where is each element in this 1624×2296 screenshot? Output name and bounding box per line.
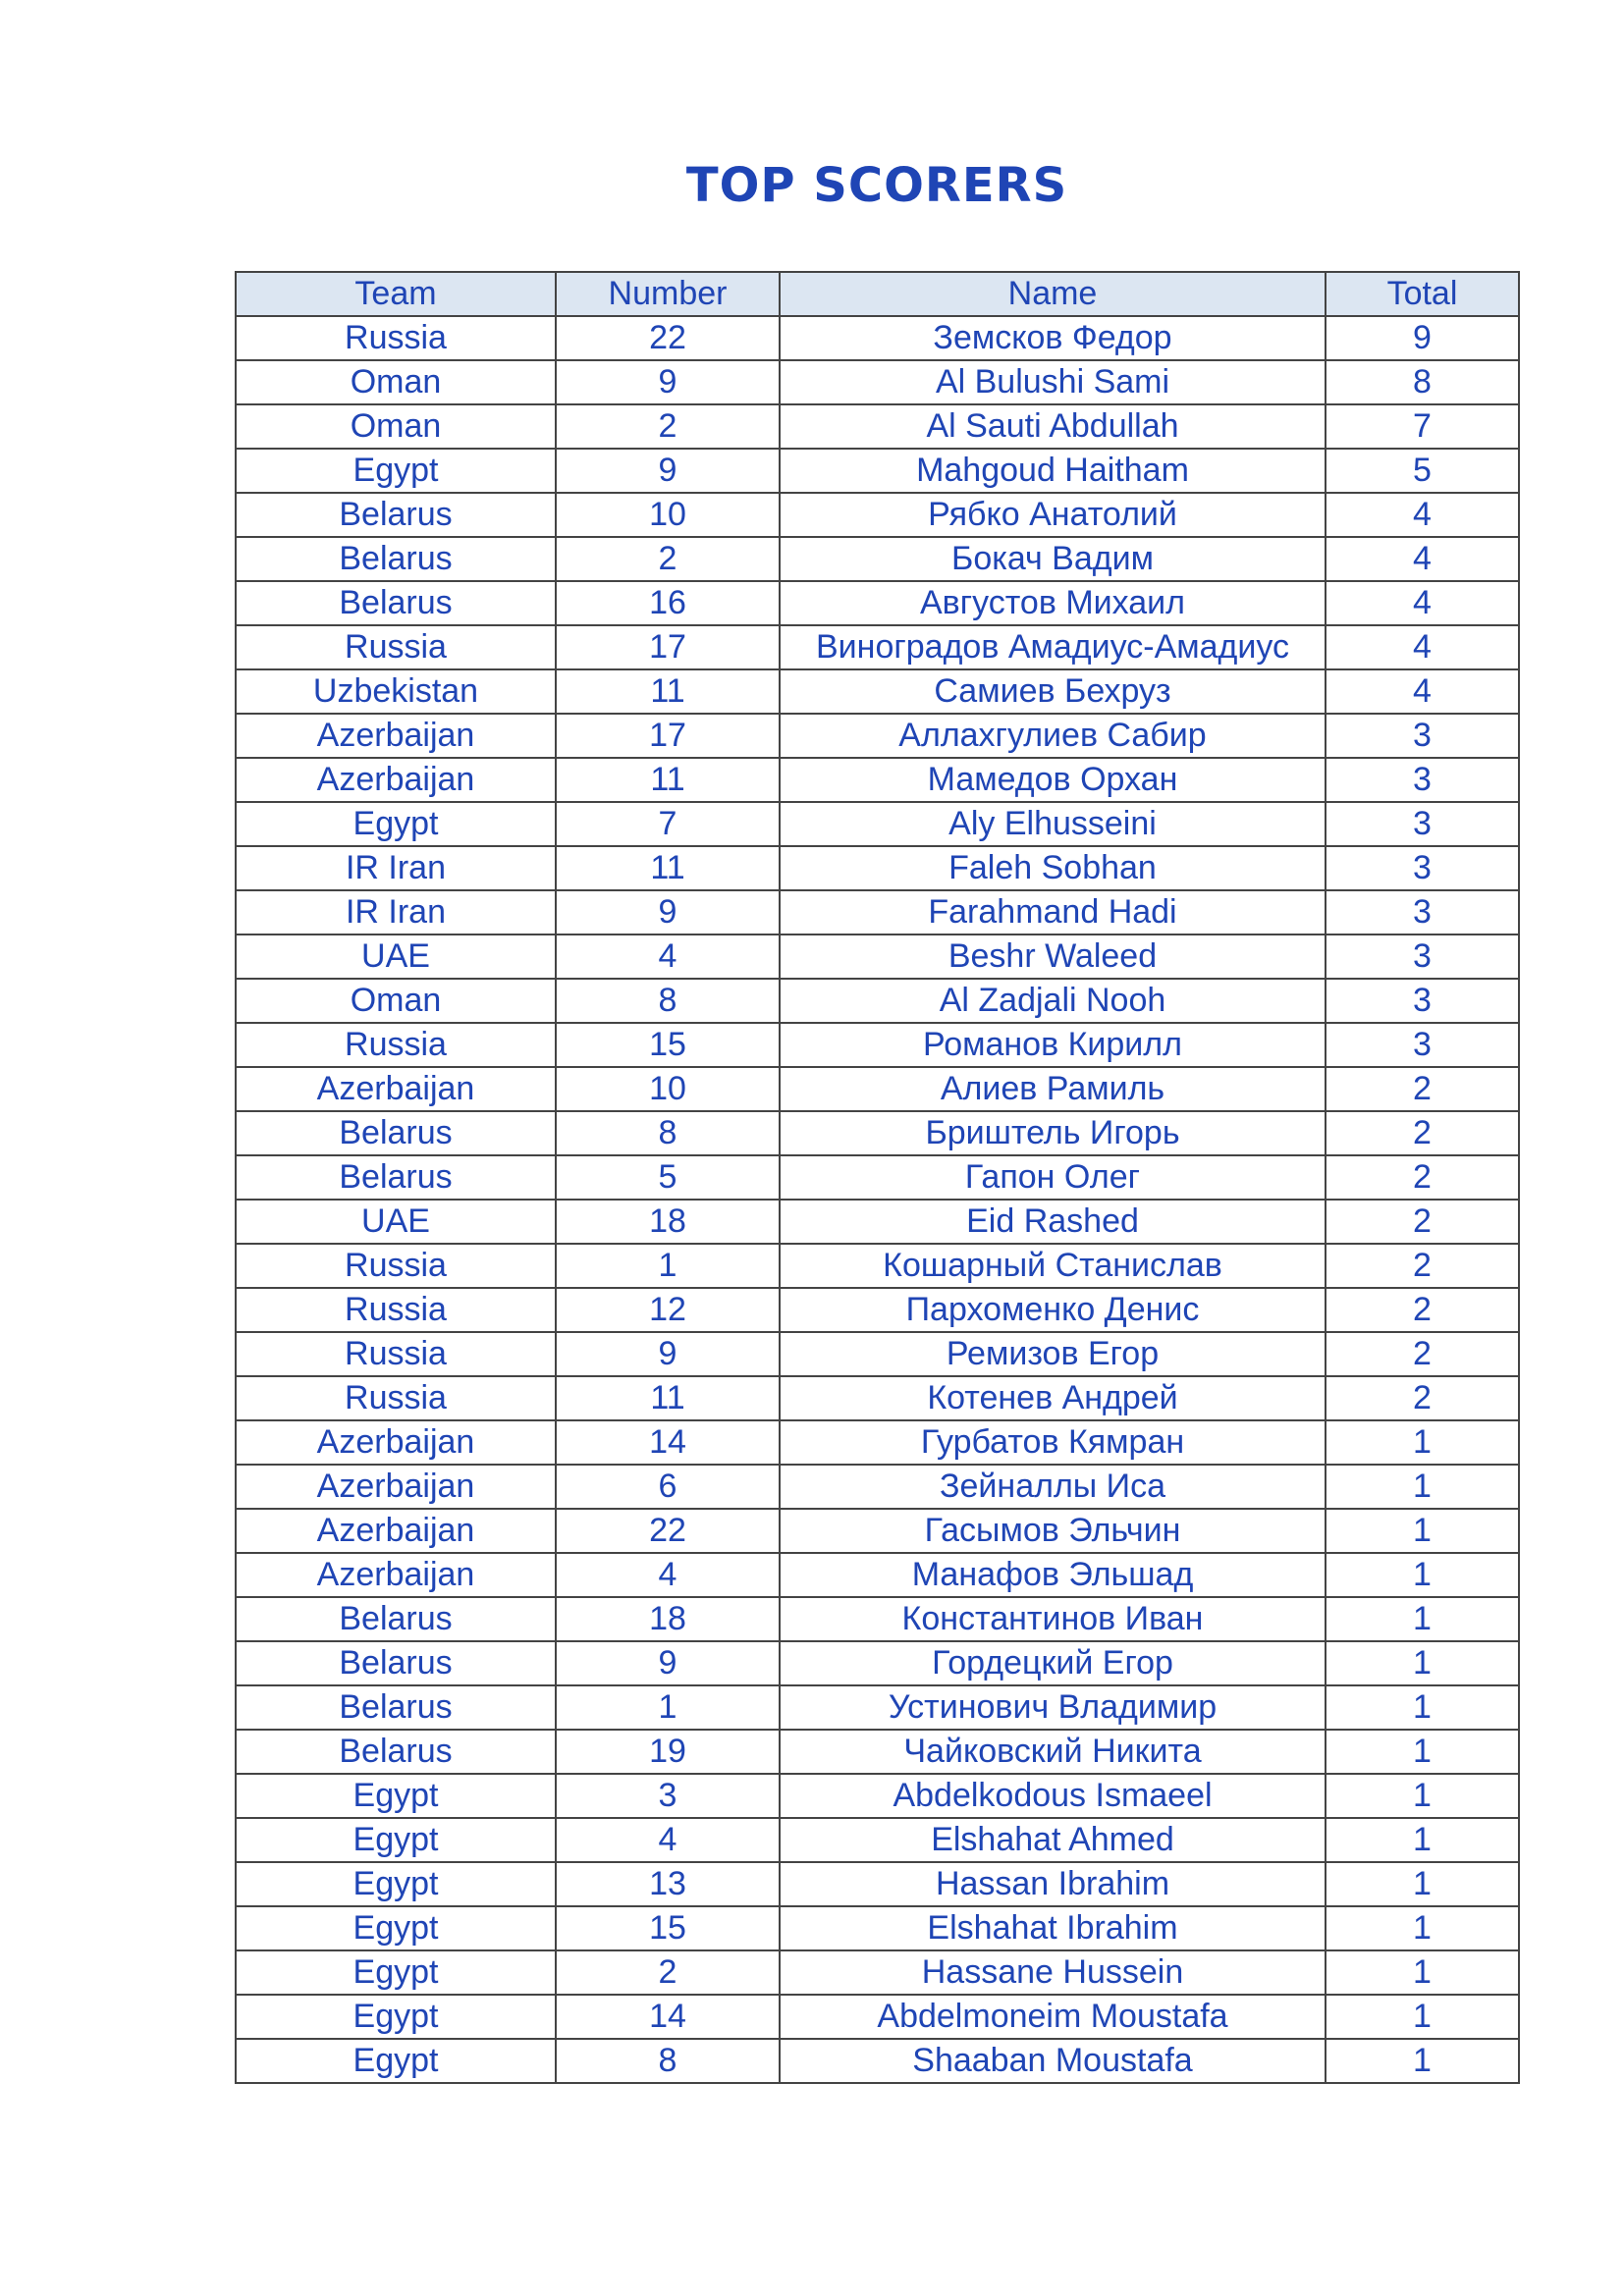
team-cell: Oman <box>236 404 556 449</box>
total-goals-cell: 1 <box>1326 1509 1519 1553</box>
player-name-cell: Августов Михаил <box>780 581 1326 625</box>
table-row <box>236 581 1519 625</box>
table-row <box>236 890 1519 934</box>
total-goals-cell: 9 <box>1326 316 1519 360</box>
team-cell: Russia <box>236 316 556 360</box>
team-cell: Russia <box>236 1288 556 1332</box>
team-cell: Egypt <box>236 1862 556 1906</box>
table-row <box>236 758 1519 802</box>
total-goals-cell: 1 <box>1326 1950 1519 1995</box>
number-cell: 5 <box>556 1155 780 1200</box>
player-name-cell: Al Sauti Abdullah <box>780 404 1326 449</box>
table-row <box>236 1111 1519 1155</box>
number-cell: 8 <box>556 1111 780 1155</box>
column-header-number: Number <box>556 272 780 316</box>
team-cell: Belarus <box>236 581 556 625</box>
player-name-cell: Самиев Бехруз <box>780 669 1326 714</box>
number-cell: 9 <box>556 449 780 493</box>
table-row <box>236 1376 1519 1420</box>
player-name-cell: Aly Elhusseini <box>780 802 1326 846</box>
player-name-cell: Abdelkodous Ismaeel <box>780 1774 1326 1818</box>
player-name-cell: Hassan Ibrahim <box>780 1862 1326 1906</box>
total-goals-cell: 1 <box>1326 1774 1519 1818</box>
table-row <box>236 1774 1519 1818</box>
total-goals-cell: 2 <box>1326 1155 1519 1200</box>
team-cell: Egypt <box>236 1774 556 1818</box>
total-goals-cell: 1 <box>1326 1862 1519 1906</box>
team-cell: Belarus <box>236 1111 556 1155</box>
player-name-cell: Beshr Waleed <box>780 934 1326 979</box>
number-cell: 14 <box>556 1995 780 2039</box>
header-row <box>236 272 1519 316</box>
table-header <box>236 272 1519 316</box>
total-goals-cell: 2 <box>1326 1067 1519 1111</box>
column-header-team: Team <box>236 272 556 316</box>
table-row <box>236 1818 1519 1862</box>
number-cell: 1 <box>556 1244 780 1288</box>
table-row <box>236 714 1519 758</box>
number-cell: 11 <box>556 758 780 802</box>
team-cell: Egypt <box>236 1818 556 1862</box>
player-name-cell: Манафов Эльшад <box>780 1553 1326 1597</box>
player-name-cell: Рябко Анатолий <box>780 493 1326 537</box>
team-cell: Azerbaijan <box>236 1067 556 1111</box>
table-row <box>236 2039 1519 2083</box>
table-row <box>236 1023 1519 1067</box>
number-cell: 9 <box>556 890 780 934</box>
total-goals-cell: 1 <box>1326 2039 1519 2083</box>
total-goals-cell: 2 <box>1326 1111 1519 1155</box>
number-cell: 10 <box>556 1067 780 1111</box>
total-goals-cell: 1 <box>1326 1730 1519 1774</box>
team-cell: Egypt <box>236 2039 556 2083</box>
table-row <box>236 1200 1519 1244</box>
player-name-cell: Elshahat Ahmed <box>780 1818 1326 1862</box>
table-row <box>236 1995 1519 2039</box>
page-title: TOP SCORERS <box>685 158 1068 213</box>
number-cell: 3 <box>556 1774 780 1818</box>
team-cell: Azerbaijan <box>236 1465 556 1509</box>
total-goals-cell: 3 <box>1326 802 1519 846</box>
table-row <box>236 1465 1519 1509</box>
player-name-cell: Al Zadjali Nooh <box>780 979 1326 1023</box>
player-name-cell: Бокач Вадим <box>780 537 1326 581</box>
number-cell: 19 <box>556 1730 780 1774</box>
table-row <box>236 449 1519 493</box>
team-cell: Egypt <box>236 802 556 846</box>
number-cell: 8 <box>556 979 780 1023</box>
table-row <box>236 404 1519 449</box>
team-cell: Azerbaijan <box>236 758 556 802</box>
team-cell: Belarus <box>236 537 556 581</box>
team-cell: Russia <box>236 1023 556 1067</box>
column-header-name: Name <box>780 272 1326 316</box>
number-cell: 22 <box>556 316 780 360</box>
player-name-cell: Eid Rashed <box>780 1200 1326 1244</box>
team-cell: Russia <box>236 1376 556 1420</box>
table-row <box>236 1862 1519 1906</box>
total-goals-cell: 1 <box>1326 1597 1519 1641</box>
number-cell: 9 <box>556 1641 780 1685</box>
team-cell: Egypt <box>236 449 556 493</box>
player-name-cell: Elshahat Ibrahim <box>780 1906 1326 1950</box>
table-row <box>236 979 1519 1023</box>
number-cell: 22 <box>556 1509 780 1553</box>
total-goals-cell: 3 <box>1326 934 1519 979</box>
player-name-cell: Аллахгулиев Сабир <box>780 714 1326 758</box>
player-name-cell: Земсков Федор <box>780 316 1326 360</box>
total-goals-cell: 3 <box>1326 890 1519 934</box>
total-goals-cell: 1 <box>1326 1553 1519 1597</box>
table-row <box>236 1730 1519 1774</box>
player-name-cell: Faleh Sobhan <box>780 846 1326 890</box>
table-row <box>236 360 1519 404</box>
total-goals-cell: 3 <box>1326 1023 1519 1067</box>
table-row <box>236 1067 1519 1111</box>
team-cell: UAE <box>236 934 556 979</box>
table-row <box>236 1332 1519 1376</box>
table-row <box>236 1641 1519 1685</box>
player-name-cell: Mahgoud Haitham <box>780 449 1326 493</box>
total-goals-cell: 1 <box>1326 1685 1519 1730</box>
team-cell: Azerbaijan <box>236 1420 556 1465</box>
table-row <box>236 537 1519 581</box>
total-goals-cell: 4 <box>1326 581 1519 625</box>
total-goals-cell: 1 <box>1326 1995 1519 2039</box>
team-cell: Uzbekistan <box>236 669 556 714</box>
total-goals-cell: 3 <box>1326 714 1519 758</box>
total-goals-cell: 5 <box>1326 449 1519 493</box>
total-goals-cell: 3 <box>1326 758 1519 802</box>
team-cell: Oman <box>236 360 556 404</box>
number-cell: 11 <box>556 669 780 714</box>
player-name-cell: Гасымов Эльчин <box>780 1509 1326 1553</box>
table-row <box>236 1155 1519 1200</box>
total-goals-cell: 4 <box>1326 625 1519 669</box>
table-row <box>236 316 1519 360</box>
total-goals-cell: 7 <box>1326 404 1519 449</box>
team-cell: IR Iran <box>236 890 556 934</box>
total-goals-cell: 1 <box>1326 1818 1519 1862</box>
number-cell: 4 <box>556 934 780 979</box>
number-cell: 15 <box>556 1906 780 1950</box>
total-goals-cell: 1 <box>1326 1465 1519 1509</box>
number-cell: 17 <box>556 714 780 758</box>
column-header-total: Total <box>1326 272 1519 316</box>
table-row <box>236 846 1519 890</box>
team-cell: IR Iran <box>236 846 556 890</box>
total-goals-cell: 2 <box>1326 1200 1519 1244</box>
player-name-cell: Farahmand Hadi <box>780 890 1326 934</box>
team-cell: Russia <box>236 625 556 669</box>
table-row <box>236 1685 1519 1730</box>
team-cell: Russia <box>236 1332 556 1376</box>
player-name-cell: Hassane Hussein <box>780 1950 1326 1995</box>
number-cell: 18 <box>556 1597 780 1641</box>
number-cell: 2 <box>556 1950 780 1995</box>
team-cell: Egypt <box>236 1906 556 1950</box>
team-cell: Belarus <box>236 1641 556 1685</box>
number-cell: 8 <box>556 2039 780 2083</box>
number-cell: 14 <box>556 1420 780 1465</box>
number-cell: 9 <box>556 1332 780 1376</box>
player-name-cell: Гурбатов Кямран <box>780 1420 1326 1465</box>
player-name-cell: Романов Кирилл <box>780 1023 1326 1067</box>
number-cell: 17 <box>556 625 780 669</box>
number-cell: 10 <box>556 493 780 537</box>
player-name-cell: Ремизов Егор <box>780 1332 1326 1376</box>
team-cell: Belarus <box>236 1155 556 1200</box>
number-cell: 4 <box>556 1553 780 1597</box>
number-cell: 1 <box>556 1685 780 1730</box>
player-name-cell: Пархоменко Денис <box>780 1288 1326 1332</box>
total-goals-cell: 4 <box>1326 537 1519 581</box>
table-row <box>236 669 1519 714</box>
total-goals-cell: 2 <box>1326 1244 1519 1288</box>
number-cell: 12 <box>556 1288 780 1332</box>
team-cell: Belarus <box>236 1730 556 1774</box>
total-goals-cell: 1 <box>1326 1641 1519 1685</box>
team-cell: Azerbaijan <box>236 1509 556 1553</box>
total-goals-cell: 4 <box>1326 493 1519 537</box>
player-name-cell: Константинов Иван <box>780 1597 1326 1641</box>
number-cell: 2 <box>556 404 780 449</box>
table-row <box>236 1244 1519 1288</box>
number-cell: 7 <box>556 802 780 846</box>
player-name-cell: Алиев Рамиль <box>780 1067 1326 1111</box>
table-row <box>236 625 1519 669</box>
number-cell: 18 <box>556 1200 780 1244</box>
top-scorers-table <box>235 271 1520 2084</box>
total-goals-cell: 8 <box>1326 360 1519 404</box>
player-name-cell: Чайковский Никита <box>780 1730 1326 1774</box>
team-cell: Azerbaijan <box>236 1553 556 1597</box>
player-name-cell: Гапон Олег <box>780 1155 1326 1200</box>
total-goals-cell: 4 <box>1326 669 1519 714</box>
team-cell: Russia <box>236 1244 556 1288</box>
number-cell: 4 <box>556 1818 780 1862</box>
total-goals-cell: 2 <box>1326 1288 1519 1332</box>
table-row <box>236 1906 1519 1950</box>
table-row <box>236 1509 1519 1553</box>
number-cell: 13 <box>556 1862 780 1906</box>
number-cell: 2 <box>556 537 780 581</box>
table-row <box>236 1950 1519 1995</box>
number-cell: 9 <box>556 360 780 404</box>
team-cell: Belarus <box>236 493 556 537</box>
team-cell: Belarus <box>236 1685 556 1730</box>
table-row <box>236 802 1519 846</box>
number-cell: 6 <box>556 1465 780 1509</box>
player-name-cell: Виноградов Амадиус-Амадиус <box>780 625 1326 669</box>
player-name-cell: Мамедов Орхан <box>780 758 1326 802</box>
total-goals-cell: 2 <box>1326 1332 1519 1376</box>
team-cell: Egypt <box>236 1950 556 1995</box>
team-cell: UAE <box>236 1200 556 1244</box>
total-goals-cell: 3 <box>1326 979 1519 1023</box>
number-cell: 15 <box>556 1023 780 1067</box>
total-goals-cell: 3 <box>1326 846 1519 890</box>
number-cell: 11 <box>556 846 780 890</box>
team-cell: Azerbaijan <box>236 714 556 758</box>
team-cell: Belarus <box>236 1597 556 1641</box>
table-row <box>236 1597 1519 1641</box>
player-name-cell: Устинович Владимир <box>780 1685 1326 1730</box>
team-cell: Egypt <box>236 1995 556 2039</box>
player-name-cell: Al Bulushi Sami <box>780 360 1326 404</box>
player-name-cell: Бриштель Игорь <box>780 1111 1326 1155</box>
table-row <box>236 1553 1519 1597</box>
number-cell: 16 <box>556 581 780 625</box>
table-row <box>236 1288 1519 1332</box>
table-body <box>236 316 1519 2083</box>
player-name-cell: Гордецкий Егор <box>780 1641 1326 1685</box>
player-name-cell: Кошарный Станислав <box>780 1244 1326 1288</box>
team-cell: Oman <box>236 979 556 1023</box>
table-row <box>236 493 1519 537</box>
table-row <box>236 934 1519 979</box>
table-row <box>236 1420 1519 1465</box>
number-cell: 11 <box>556 1376 780 1420</box>
player-name-cell: Котенев Андрей <box>780 1376 1326 1420</box>
total-goals-cell: 1 <box>1326 1420 1519 1465</box>
player-name-cell: Shaaban Moustafa <box>780 2039 1326 2083</box>
total-goals-cell: 1 <box>1326 1906 1519 1950</box>
player-name-cell: Abdelmoneim Moustafa <box>780 1995 1326 2039</box>
player-name-cell: Зейналлы Иса <box>780 1465 1326 1509</box>
total-goals-cell: 2 <box>1326 1376 1519 1420</box>
